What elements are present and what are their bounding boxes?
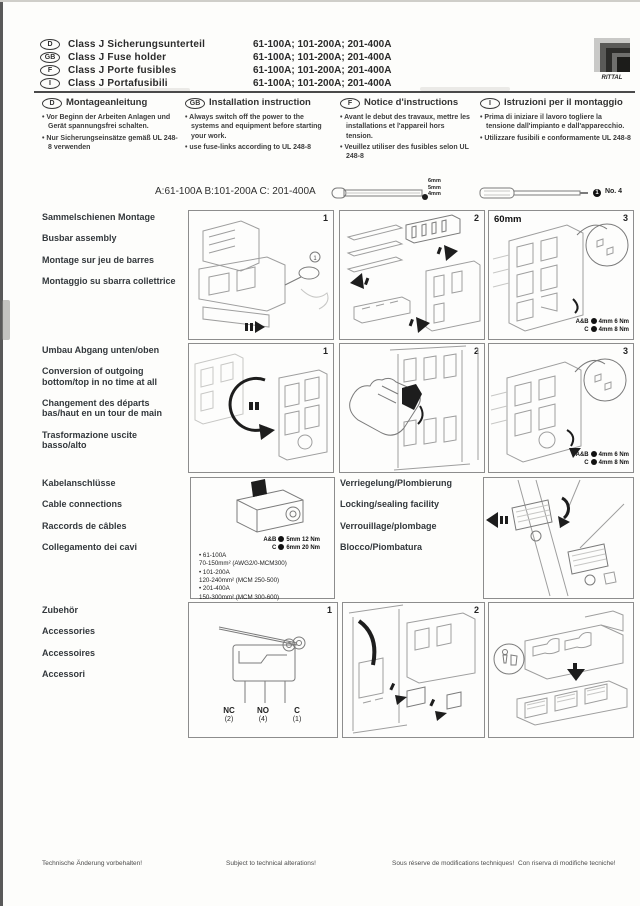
- hex-socket-icon: [591, 318, 597, 324]
- title-text: Installation instruction: [209, 97, 311, 108]
- screwdriver-icon: [478, 184, 590, 207]
- instruction-bullet: • Utilizzare fusibili e conformamente UL 248-8: [480, 134, 631, 142]
- amp-range: 61-100A; 101-200A; 201-400A: [253, 52, 392, 63]
- label-fr: Verrouillage/plombage: [340, 520, 437, 531]
- instructions-it: [480, 97, 632, 145]
- header-row: [40, 77, 560, 90]
- instruction-bullet: • use fuse-links according to UL 248-8: [185, 143, 312, 151]
- title-text: Montageanleitung: [66, 97, 148, 108]
- header-row: [40, 51, 560, 64]
- instructions-en: [185, 97, 333, 154]
- svg-text:1: 1: [313, 256, 317, 262]
- lang-badge-d: D: [40, 39, 60, 50]
- conductor-cross-sections: [199, 552, 287, 602]
- instruction-bullet: • Nur Sicherungseinsätze gemäß UL 248-8 verwenden: [42, 134, 178, 151]
- terminal-label: NC: [223, 706, 235, 715]
- torque-key: A&B: [575, 319, 589, 325]
- screwdriver-size-note: [593, 188, 622, 197]
- allen-key-sizes: [428, 178, 441, 198]
- lang-badge-f: F: [340, 98, 360, 109]
- step-number: 1: [322, 213, 328, 223]
- label-fr: Changement des départs bas/haut en un tour de main: [42, 398, 163, 419]
- busbar-step-1-panel: [188, 210, 334, 340]
- instructions-title: [340, 97, 470, 109]
- label-fr: Accessoires: [42, 647, 96, 658]
- terminal-pin: (2): [224, 716, 234, 723]
- label-it: Trasformazione uscite basso/alto: [42, 429, 138, 451]
- scan-edge: [0, 0, 3, 906]
- step-number: 2: [473, 213, 479, 223]
- instruction-bullet: • Veuillez utiliser des fusibles selon UL 248-8: [340, 143, 469, 160]
- hex-socket-icon: [591, 326, 597, 332]
- label-de: Zubehör: [42, 605, 78, 615]
- step-number: 3: [622, 346, 628, 356]
- label-it: Montaggio su sbarra collettrice: [42, 276, 176, 287]
- instruction-bullet: • Avant le debut des travaux, mettre les installations et l'appareil hors tension.: [340, 114, 470, 140]
- section-labels-conversion: [42, 345, 184, 461]
- accessory-install-panel: [342, 602, 485, 738]
- microswitch-terminals: [189, 706, 337, 723]
- terminal-covers-drawing: [489, 603, 633, 737]
- torque-legend: [576, 318, 629, 334]
- lang-badge-gb: GB: [185, 98, 205, 109]
- label-en: Accessories: [42, 626, 96, 637]
- torque-key: C: [584, 460, 589, 466]
- label-de: Kabelanschlüsse: [42, 478, 116, 488]
- hex-socket-icon: [591, 451, 597, 457]
- torque-value: 4mm 8 Nm: [598, 327, 629, 333]
- footer-note-en: Subject to technical alterations!: [226, 860, 316, 867]
- locking-drawing: [484, 478, 633, 598]
- product-name: Class J Portafusibili: [68, 78, 168, 89]
- scan-edge: [0, 0, 640, 2]
- product-name: Class J Porte fusibles: [68, 65, 177, 76]
- microswitch-panel: [188, 602, 338, 738]
- busbar-step-3-panel: [488, 210, 634, 340]
- title-text: Istruzioni per il montaggio: [504, 97, 623, 108]
- torque-legend: [576, 451, 629, 467]
- lang-badge-i: I: [40, 78, 60, 89]
- label-en: Cable connections: [42, 499, 123, 510]
- torque-value: 4mm 6 Nm: [598, 319, 629, 325]
- torque-value: 6mm 20 Nm: [286, 545, 320, 551]
- lang-badge-gb: GB: [40, 52, 60, 63]
- busbar-step-2-panel: [339, 210, 485, 340]
- product-name: Class J Fuse holder: [68, 52, 167, 63]
- step-number: 1: [326, 605, 332, 615]
- busbar-step-1-drawing: [189, 211, 333, 339]
- instructions-de: [42, 97, 178, 154]
- torque-key: C: [271, 545, 277, 551]
- label-fr: Raccords de câbles: [42, 520, 127, 531]
- cable-connection-panel: [190, 477, 335, 599]
- tool-number-badge: 1: [593, 189, 601, 197]
- torque-key: A&B: [263, 537, 277, 543]
- label-it: Accessori: [42, 669, 86, 680]
- product-name: Class J Sicherungsunterteil: [68, 39, 206, 50]
- rittal-logo: [588, 36, 634, 80]
- header: [40, 38, 560, 90]
- footer-note-fr: Sous réserve de modifications techniques!: [392, 860, 515, 867]
- torque-value: 5mm 12 Nm: [286, 537, 320, 543]
- label-fr: Montage sur jeu de barres: [42, 254, 155, 265]
- header-row: [40, 38, 560, 51]
- hex-socket-icon: [278, 536, 284, 542]
- allen-size: 4mm: [428, 191, 441, 198]
- instructions-title: [480, 97, 632, 109]
- busbar-step-2-drawing: [340, 211, 484, 339]
- logo-text: RITTAL: [601, 75, 623, 80]
- allen-key-icon: [330, 180, 430, 211]
- instructions-fr: [340, 97, 470, 163]
- hex-socket-icon: [591, 459, 597, 465]
- conversion-step-2-drawing: [340, 344, 484, 472]
- torque-value: 4mm 8 Nm: [598, 460, 629, 466]
- conversion-step-1-drawing: [189, 344, 333, 472]
- hex-socket-icon: [278, 544, 284, 550]
- torque-key: C: [584, 327, 589, 333]
- lang-badge-d: D: [42, 98, 62, 109]
- amp-range: 61-100A; 101-200A; 201-400A: [253, 78, 392, 89]
- step-number: 2: [473, 605, 479, 615]
- label-de: Sammelschienen Montage: [42, 212, 156, 222]
- scan-artifact: [2, 300, 10, 340]
- amp-range: 61-100A; 101-200A; 201-400A: [253, 39, 392, 50]
- label-it: Collegamento dei cavi: [42, 542, 138, 553]
- step-number: 2: [473, 346, 479, 356]
- conversion-step-2-panel: [339, 343, 485, 473]
- torque-legend: [263, 536, 320, 552]
- torque-key: A&B: [575, 452, 589, 458]
- lang-badge-f: F: [40, 65, 60, 76]
- instruction-bullet: • Prima di iniziare il lavoro togliere la tensione dall'impianto e dall'apparecchio.: [480, 114, 625, 131]
- torque-value: 4mm 6 Nm: [598, 452, 629, 458]
- label-en: Locking/sealing facility: [340, 499, 440, 510]
- instruction-bullet: • Always switch off the power to the systems and equipment before starting your work.: [185, 114, 322, 140]
- label-de: Umbau Abgang unten/oben: [42, 345, 160, 355]
- step-number: 3: [622, 213, 628, 223]
- screwdriver-size: No. 4: [604, 188, 623, 195]
- amp-range: 61-100A; 101-200A; 201-400A: [253, 65, 392, 76]
- locking-panel: [483, 477, 634, 599]
- section-labels-busbar: [42, 212, 184, 297]
- lang-badge-i: I: [480, 98, 500, 109]
- spec-line: 70-150mm² (AWG2/0-MCM300): [199, 560, 287, 568]
- label-de: Verriegelung/Plombierung: [340, 478, 453, 488]
- footer-note-it: Con riserva di modifiche tecniche!: [518, 860, 616, 867]
- title-text: Notice d'instructions: [364, 97, 459, 108]
- section-labels-accessories: [42, 605, 184, 690]
- allen-size: 6mm: [428, 178, 441, 184]
- spec-line: 120-240mm² (MCM 250-500): [199, 577, 280, 585]
- step-number: 1: [322, 346, 328, 356]
- busbar-spacing-dimension: 60mm: [494, 214, 522, 225]
- instruction-bullet: • Vor Beginn der Arbeiten Anlagen und Gerät spannungsfrei schalten.: [42, 114, 171, 131]
- terminal-covers-panel: [488, 602, 634, 738]
- terminal-pin: (1): [292, 716, 302, 723]
- spec-line: 150-300mm² (MCM 300-600): [199, 593, 280, 601]
- accessory-install-drawing: [343, 603, 484, 737]
- terminal-label: NO: [257, 706, 269, 715]
- section-labels-locking: [340, 478, 480, 563]
- model-size-key: A:61-100A B:101-200A C: 201-400A: [155, 186, 316, 197]
- spec-line: • 61-100A: [199, 552, 227, 559]
- conversion-step-3-panel: [488, 343, 634, 473]
- label-it: Blocco/Piombatura: [340, 542, 423, 553]
- spec-line: • 201-400A: [199, 585, 230, 593]
- terminal-label: C: [294, 706, 300, 715]
- label-en: Busbar assembly: [42, 233, 117, 244]
- section-labels-cable: [42, 478, 184, 563]
- allen-size: 5mm: [428, 184, 441, 191]
- label-en: Conversion of outgoing bottom/top in no time at all: [42, 366, 157, 387]
- instructions-title: [185, 97, 333, 109]
- footer-note-de: Technische Änderung vorbehalten!: [42, 860, 143, 867]
- conversion-step-1-panel: [188, 343, 334, 473]
- header-rule: [34, 91, 635, 93]
- instructions-title: [42, 97, 178, 109]
- terminal-pin: (4): [258, 716, 268, 723]
- spec-line: • 101-200A: [199, 568, 230, 576]
- header-row: [40, 64, 560, 77]
